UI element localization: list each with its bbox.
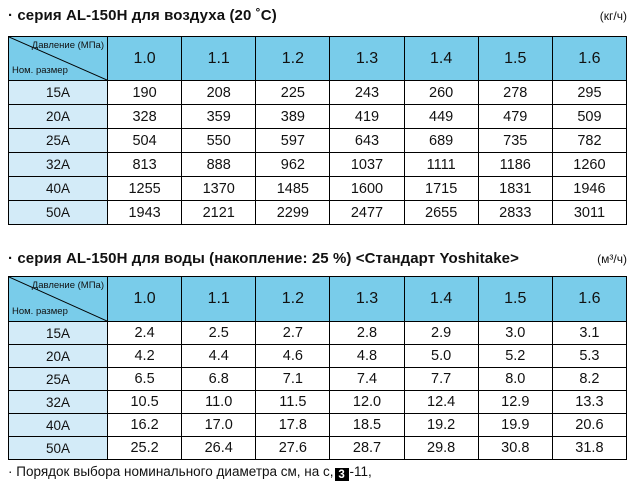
footnote: [8, 464, 627, 481]
flow-value-cell: 6.5: [108, 368, 182, 391]
pressure-col-header: 1.1: [182, 277, 256, 322]
flow-value-cell: 1186: [478, 153, 552, 177]
table-row: [9, 81, 627, 105]
flow-value-cell: 17.8: [256, 414, 330, 437]
pressure-col-header: 1.2: [256, 277, 330, 322]
flow-value-cell: 419: [330, 105, 404, 129]
footnote-text: · Порядок выбора номинального диаметра см, на с,: [8, 464, 334, 479]
table-row: [9, 177, 627, 201]
flow-value-cell: 4.6: [256, 345, 330, 368]
flow-value-cell: 8.0: [478, 368, 552, 391]
flow-value-cell: 19.2: [404, 414, 478, 437]
flow-value-cell: 13.3: [552, 391, 626, 414]
flow-value-cell: 1943: [108, 201, 182, 225]
flow-value-cell: 4.4: [182, 345, 256, 368]
pressure-col-header: 1.0: [108, 37, 182, 81]
flow-value-cell: 28.7: [330, 437, 404, 460]
table-row: [9, 414, 627, 437]
row-size-label: 32A: [9, 391, 108, 414]
flow-value-cell: 11.0: [182, 391, 256, 414]
flow-value-cell: 509: [552, 105, 626, 129]
flow-value-cell: 30.8: [478, 437, 552, 460]
size-axis-label: Ном. размер: [12, 65, 68, 76]
flow-value-cell: 27.6: [256, 437, 330, 460]
flow-value-cell: 18.5: [330, 414, 404, 437]
flow-value-cell: 8.2: [552, 368, 626, 391]
flow-value-cell: 225: [256, 81, 330, 105]
flow-value-cell: 735: [478, 129, 552, 153]
flow-value-cell: 3.1: [552, 322, 626, 345]
flow-value-cell: 389: [256, 105, 330, 129]
flow-value-cell: 2.5: [182, 322, 256, 345]
flow-value-cell: 643: [330, 129, 404, 153]
flow-value-cell: 260: [404, 81, 478, 105]
table-row: [9, 437, 627, 460]
flow-value-cell: 20.6: [552, 414, 626, 437]
air-corner-cell: [9, 37, 108, 81]
flow-value-cell: 19.9: [478, 414, 552, 437]
table-row: [9, 153, 627, 177]
table-row: [9, 345, 627, 368]
flow-value-cell: 1037: [330, 153, 404, 177]
flow-value-cell: 479: [478, 105, 552, 129]
flow-value-cell: 7.1: [256, 368, 330, 391]
water-pressure-header-row: [9, 277, 627, 322]
flow-value-cell: 962: [256, 153, 330, 177]
flow-value-cell: 5.0: [404, 345, 478, 368]
flow-value-cell: 1370: [182, 177, 256, 201]
water-title-row: [8, 250, 627, 267]
pressure-col-header: 1.3: [330, 277, 404, 322]
flow-value-cell: 3011: [552, 201, 626, 225]
flow-value-cell: 1946: [552, 177, 626, 201]
pressure-col-header: 1.3: [330, 37, 404, 81]
pressure-col-header: 1.4: [404, 277, 478, 322]
flow-value-cell: 12.0: [330, 391, 404, 414]
water-flow-table: [8, 276, 627, 460]
chapter-page-ref-badge: 3: [335, 468, 349, 481]
air-section-title: · серия AL-150Н для воздуха (20 ˚C): [8, 7, 277, 24]
size-axis-label: Ном. размер: [12, 306, 68, 317]
flow-value-cell: 16.2: [108, 414, 182, 437]
flow-value-cell: 550: [182, 129, 256, 153]
flow-value-cell: 2299: [256, 201, 330, 225]
water-corner-cell: [9, 277, 108, 322]
flow-value-cell: 1111: [404, 153, 478, 177]
row-size-label: 50A: [9, 201, 108, 225]
flow-value-cell: 7.7: [404, 368, 478, 391]
flow-value-cell: 25.2: [108, 437, 182, 460]
water-unit-label: (м³/ч): [597, 252, 627, 266]
flow-value-cell: 6.8: [182, 368, 256, 391]
flow-value-cell: 5.2: [478, 345, 552, 368]
pressure-axis-label: Давление (МПа): [31, 280, 104, 291]
flow-value-cell: 449: [404, 105, 478, 129]
pressure-col-header: 1.1: [182, 37, 256, 81]
pressure-col-header: 1.2: [256, 37, 330, 81]
flow-value-cell: 278: [478, 81, 552, 105]
flow-value-cell: 5.3: [552, 345, 626, 368]
row-size-label: 50A: [9, 437, 108, 460]
row-size-label: 32A: [9, 153, 108, 177]
row-size-label: 15A: [9, 81, 108, 105]
flow-value-cell: 2.4: [108, 322, 182, 345]
pressure-col-header: 1.6: [552, 37, 626, 81]
row-size-label: 20A: [9, 345, 108, 368]
flow-value-cell: 689: [404, 129, 478, 153]
row-size-label: 25A: [9, 368, 108, 391]
row-size-label: 40A: [9, 177, 108, 201]
flow-value-cell: 4.8: [330, 345, 404, 368]
row-size-label: 25A: [9, 129, 108, 153]
flow-value-cell: 888: [182, 153, 256, 177]
table-row: [9, 368, 627, 391]
pressure-col-header: 1.4: [404, 37, 478, 81]
flow-value-cell: 1831: [478, 177, 552, 201]
flow-value-cell: 208: [182, 81, 256, 105]
flow-value-cell: 3.0: [478, 322, 552, 345]
air-title-row: [8, 7, 627, 24]
flow-value-cell: 1600: [330, 177, 404, 201]
flow-value-cell: 2833: [478, 201, 552, 225]
flow-value-cell: 1255: [108, 177, 182, 201]
water-section-title: · серия AL-150Н для воды (накопление: 25 %) <Стандарт Yoshitake>: [8, 250, 519, 267]
air-flow-table: [8, 36, 627, 225]
flow-value-cell: 1715: [404, 177, 478, 201]
flow-value-cell: 2121: [182, 201, 256, 225]
flow-value-cell: 29.8: [404, 437, 478, 460]
flow-value-cell: 359: [182, 105, 256, 129]
pressure-col-header: 1.5: [478, 277, 552, 322]
flow-value-cell: 2.9: [404, 322, 478, 345]
flow-value-cell: 1485: [256, 177, 330, 201]
table-row: [9, 105, 627, 129]
flow-value-cell: 2.7: [256, 322, 330, 345]
flow-value-cell: 10.5: [108, 391, 182, 414]
air-unit-label: (кг/ч): [599, 9, 627, 23]
flow-value-cell: 243: [330, 81, 404, 105]
flow-value-cell: 813: [108, 153, 182, 177]
row-size-label: 20A: [9, 105, 108, 129]
pressure-col-header: 1.0: [108, 277, 182, 322]
flow-value-cell: 190: [108, 81, 182, 105]
flow-value-cell: 17.0: [182, 414, 256, 437]
flow-value-cell: 1260: [552, 153, 626, 177]
table-row: [9, 322, 627, 345]
flow-value-cell: 328: [108, 105, 182, 129]
flow-value-cell: 12.9: [478, 391, 552, 414]
flow-value-cell: 597: [256, 129, 330, 153]
flow-value-cell: 295: [552, 81, 626, 105]
row-size-label: 15A: [9, 322, 108, 345]
flow-value-cell: 504: [108, 129, 182, 153]
flow-value-cell: 31.8: [552, 437, 626, 460]
table-row: [9, 129, 627, 153]
pressure-col-header: 1.5: [478, 37, 552, 81]
flow-value-cell: 7.4: [330, 368, 404, 391]
flow-value-cell: 26.4: [182, 437, 256, 460]
flow-value-cell: 782: [552, 129, 626, 153]
flow-value-cell: 12.4: [404, 391, 478, 414]
table-row: [9, 201, 627, 225]
flow-value-cell: 4.2: [108, 345, 182, 368]
footnote-text-suffix: -11,: [349, 464, 372, 479]
flow-value-cell: 2655: [404, 201, 478, 225]
flow-value-cell: 2477: [330, 201, 404, 225]
air-pressure-header-row: [9, 37, 627, 81]
row-size-label: 40A: [9, 414, 108, 437]
pressure-axis-label: Давление (МПа): [31, 40, 104, 51]
pressure-col-header: 1.6: [552, 277, 626, 322]
table-row: [9, 391, 627, 414]
flow-value-cell: 2.8: [330, 322, 404, 345]
flow-value-cell: 11.5: [256, 391, 330, 414]
